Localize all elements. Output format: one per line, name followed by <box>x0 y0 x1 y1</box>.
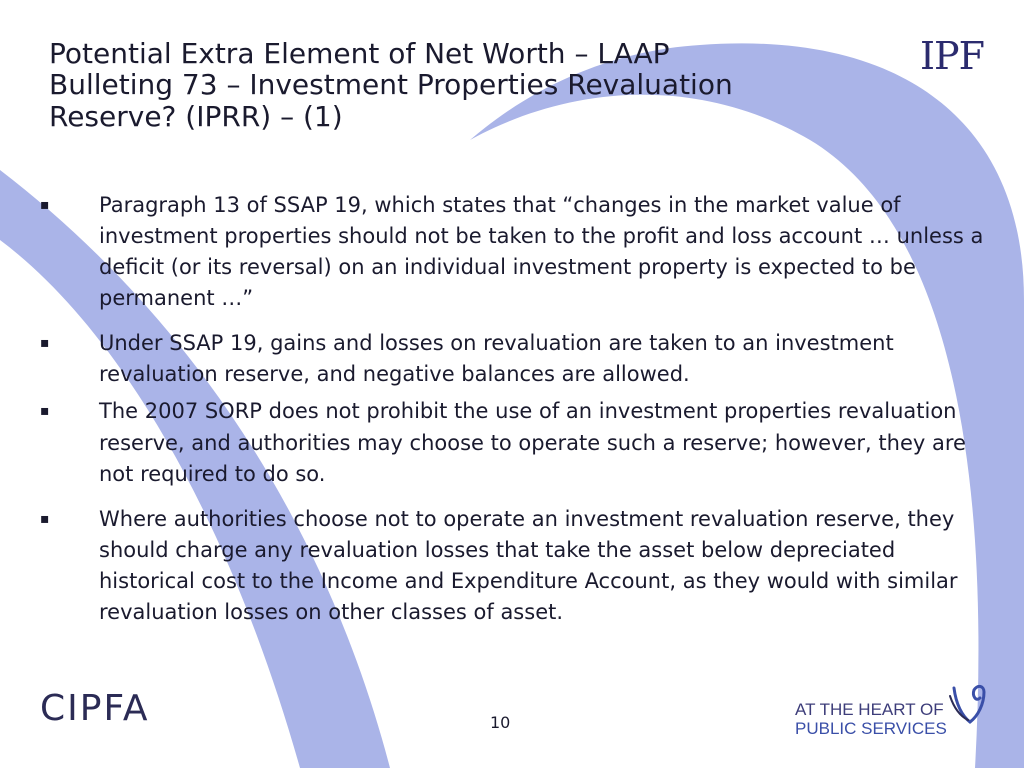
title-line-3: Reserve? (IPRR) – (1) <box>49 99 343 133</box>
swirl-logo-icon <box>948 682 990 726</box>
slide-title <box>49 38 909 132</box>
tagline-line-2: PUBLIC SERVICES <box>795 719 947 738</box>
bullet-text: The 2007 SORP does not prohibit the use of an investment properties revaluation reserve, and authorities may choose to operate such a reserve; however, they are not required to do so. <box>99 399 966 486</box>
bullet-item <box>40 190 990 314</box>
bullet-marker: ▪ <box>40 510 50 527</box>
tagline <box>795 700 947 738</box>
bullet-marker: ▪ <box>40 197 50 213</box>
page-number: 10 <box>490 713 511 732</box>
title-line-2: Bulleting 73 – Investment Properties Revaluation <box>49 68 733 102</box>
bullet-list <box>40 190 990 634</box>
bullet-item <box>40 504 990 628</box>
bullet-item <box>40 328 990 390</box>
bullet-marker: ▪ <box>40 335 50 352</box>
bullet-text: Paragraph 13 of SSAP 19, which states that “changes in the market value of investment properties should not be taken to the profit and loss account … unless a deficit (or its reversal) on an individual investment property is expected to be permanent …” <box>99 193 984 311</box>
cipfa-logo: CIPFA <box>40 688 150 729</box>
bullet-text: Where authorities choose not to operate an investment revaluation reserve, they should charge any revaluation losses that take the asset below depreciated historical cost to the Income and Expenditure Account, as they would with similar revaluation losses on other classes of asset. <box>99 506 958 624</box>
bullet-marker: ▪ <box>40 403 50 420</box>
bullet-text: Under SSAP 19, gains and losses on revaluation are taken to an investment revaluation reserve, and negative balances are allowed. <box>99 331 894 387</box>
ipf-logo: IPF <box>920 34 984 78</box>
title-line-1: Potential Extra Element of Net Worth – LAAP <box>49 37 670 70</box>
bullet-item <box>40 396 990 489</box>
tagline-line-1: AT THE HEART OF <box>795 700 944 719</box>
